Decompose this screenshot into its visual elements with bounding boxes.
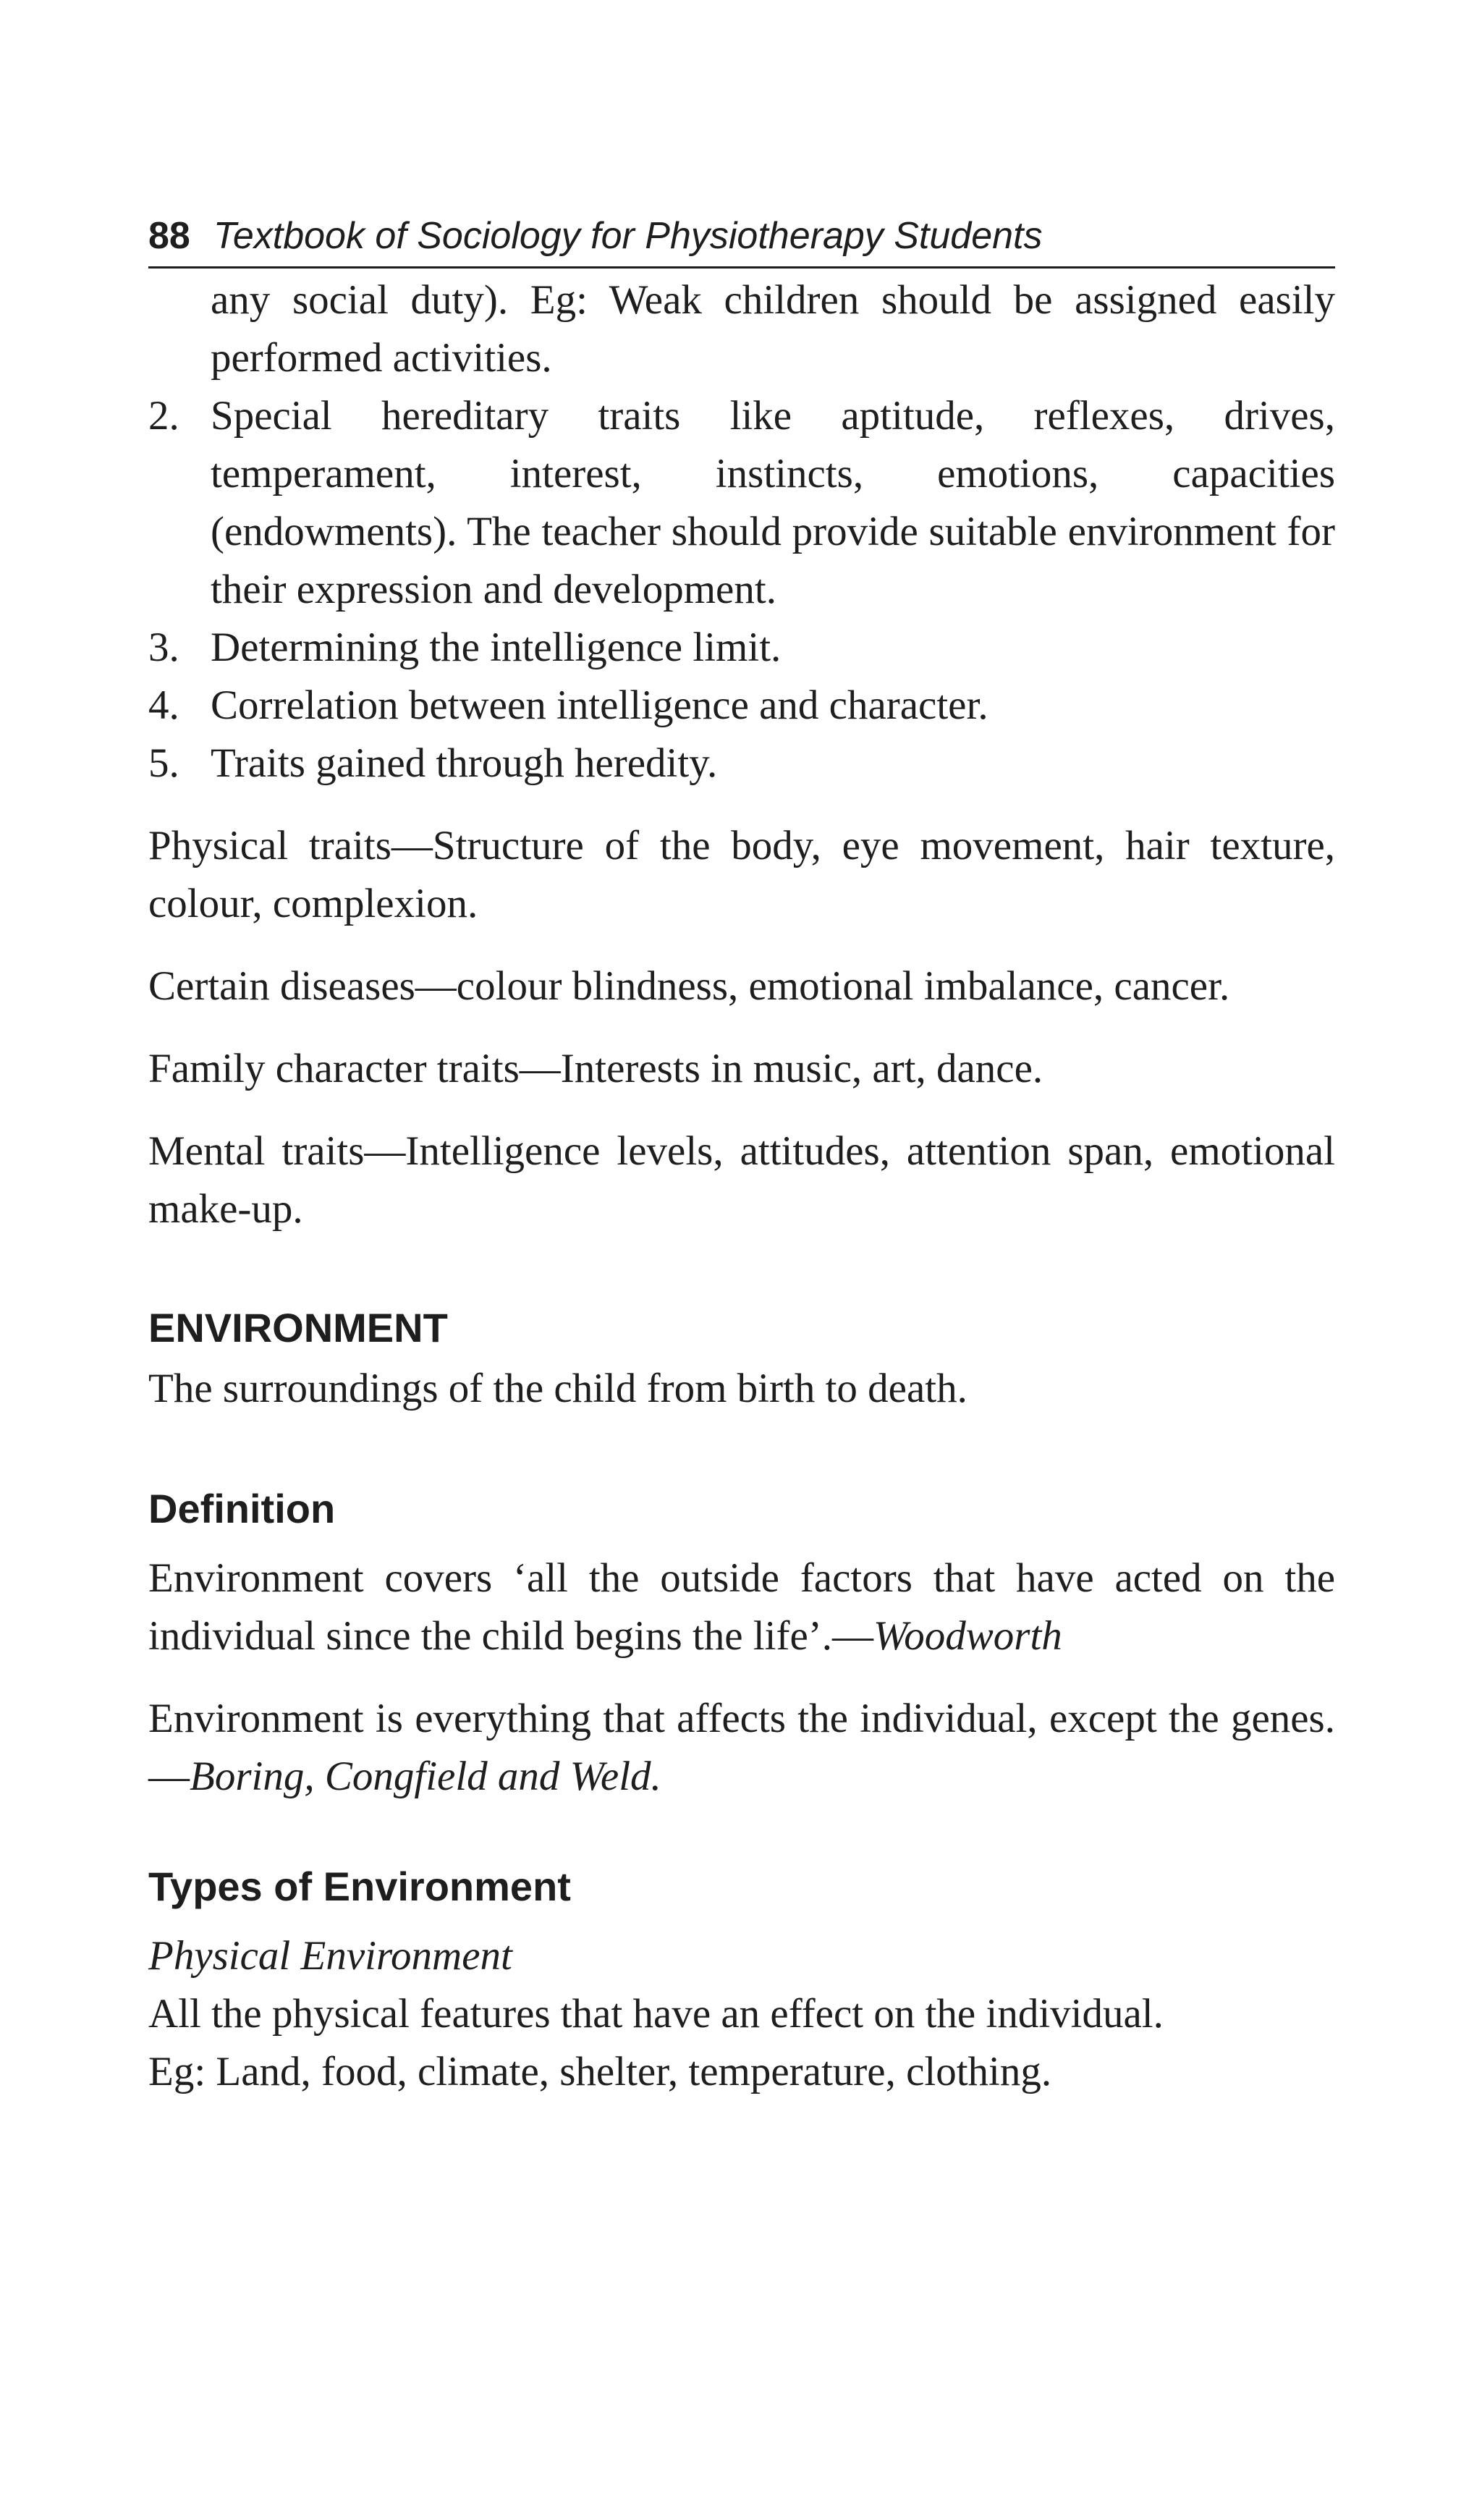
- list-item: [148, 735, 1335, 792]
- definition-author-2: Boring, Congfield and Weld.: [190, 1754, 661, 1799]
- list-item-text: Correlation between intelligence and character.: [211, 682, 988, 728]
- list-item-number: 5.: [148, 740, 179, 786]
- paragraph-family-traits: Family character traits—Interests in music, art, dance.: [148, 1046, 1043, 1091]
- physical-environment-line-2: Eg: Land, food, climate, shelter, temperature, clothing.: [148, 2049, 1052, 2094]
- physical-environment-line-1: All the physical features that have an effect on the individual.: [148, 1991, 1164, 2037]
- page-body: [148, 271, 1335, 2101]
- list-item-text: Determining the intelligence limit.: [211, 625, 782, 670]
- list-continuation: any social duty). Eg: Weak children should be assigned easily performed activities.: [211, 277, 1335, 381]
- page-number: 88: [148, 215, 190, 257]
- list-item-number: 3.: [148, 625, 179, 670]
- list-item: [148, 677, 1335, 735]
- paragraph-physical-traits: Physical traits—Structure of the body, eye movement, hair texture, colour, complexion.: [148, 823, 1335, 926]
- section-heading-environment: ENVIRONMENT: [148, 1305, 448, 1350]
- paragraph-certain-diseases: Certain diseases—colour blindness, emotional imbalance, cancer.: [148, 963, 1230, 1009]
- definition-quote-2: Environment is everything that affects the individual, except the genes.—: [148, 1696, 1335, 1799]
- environment-text: The surroundings of the child from birth to death.: [148, 1366, 967, 1411]
- subheading-physical-environment: Physical Environment: [148, 1933, 512, 1979]
- numbered-list: [148, 387, 1335, 792]
- subheading-types-of-environment: Types of Environment: [148, 1864, 571, 1909]
- definition-author-1: Woodworth: [873, 1613, 1062, 1659]
- paragraph-mental-traits: Mental traits—Intelligence levels, attitudes, attention span, emotional make-up.: [148, 1128, 1335, 1232]
- list-item-number: 2.: [148, 393, 179, 439]
- list-item: [148, 619, 1335, 677]
- book-title: Textbook of Sociology for Physiotherapy Students: [213, 215, 1043, 257]
- definition-quote-1: Environment covers ‘all the outside factors that have acted on the individual since the child begins the life’.—: [148, 1555, 1335, 1659]
- list-item: [148, 387, 1335, 619]
- list-item-text: Traits gained through heredity.: [211, 740, 718, 786]
- book-page: [148, 210, 1335, 2101]
- running-header: [148, 210, 1335, 269]
- list-item-number: 4.: [148, 682, 179, 728]
- definition-paragraph-1: [148, 1549, 1335, 1665]
- definition-paragraph-2: [148, 1690, 1335, 1806]
- list-item-text: Special hereditary traits like aptitude, reflexes, drives, temperament, interest, instincts, emotions, capacities (endowments). The teacher should provide suitable environment for their expression and development.: [211, 393, 1335, 612]
- subheading-definition: Definition: [148, 1486, 336, 1531]
